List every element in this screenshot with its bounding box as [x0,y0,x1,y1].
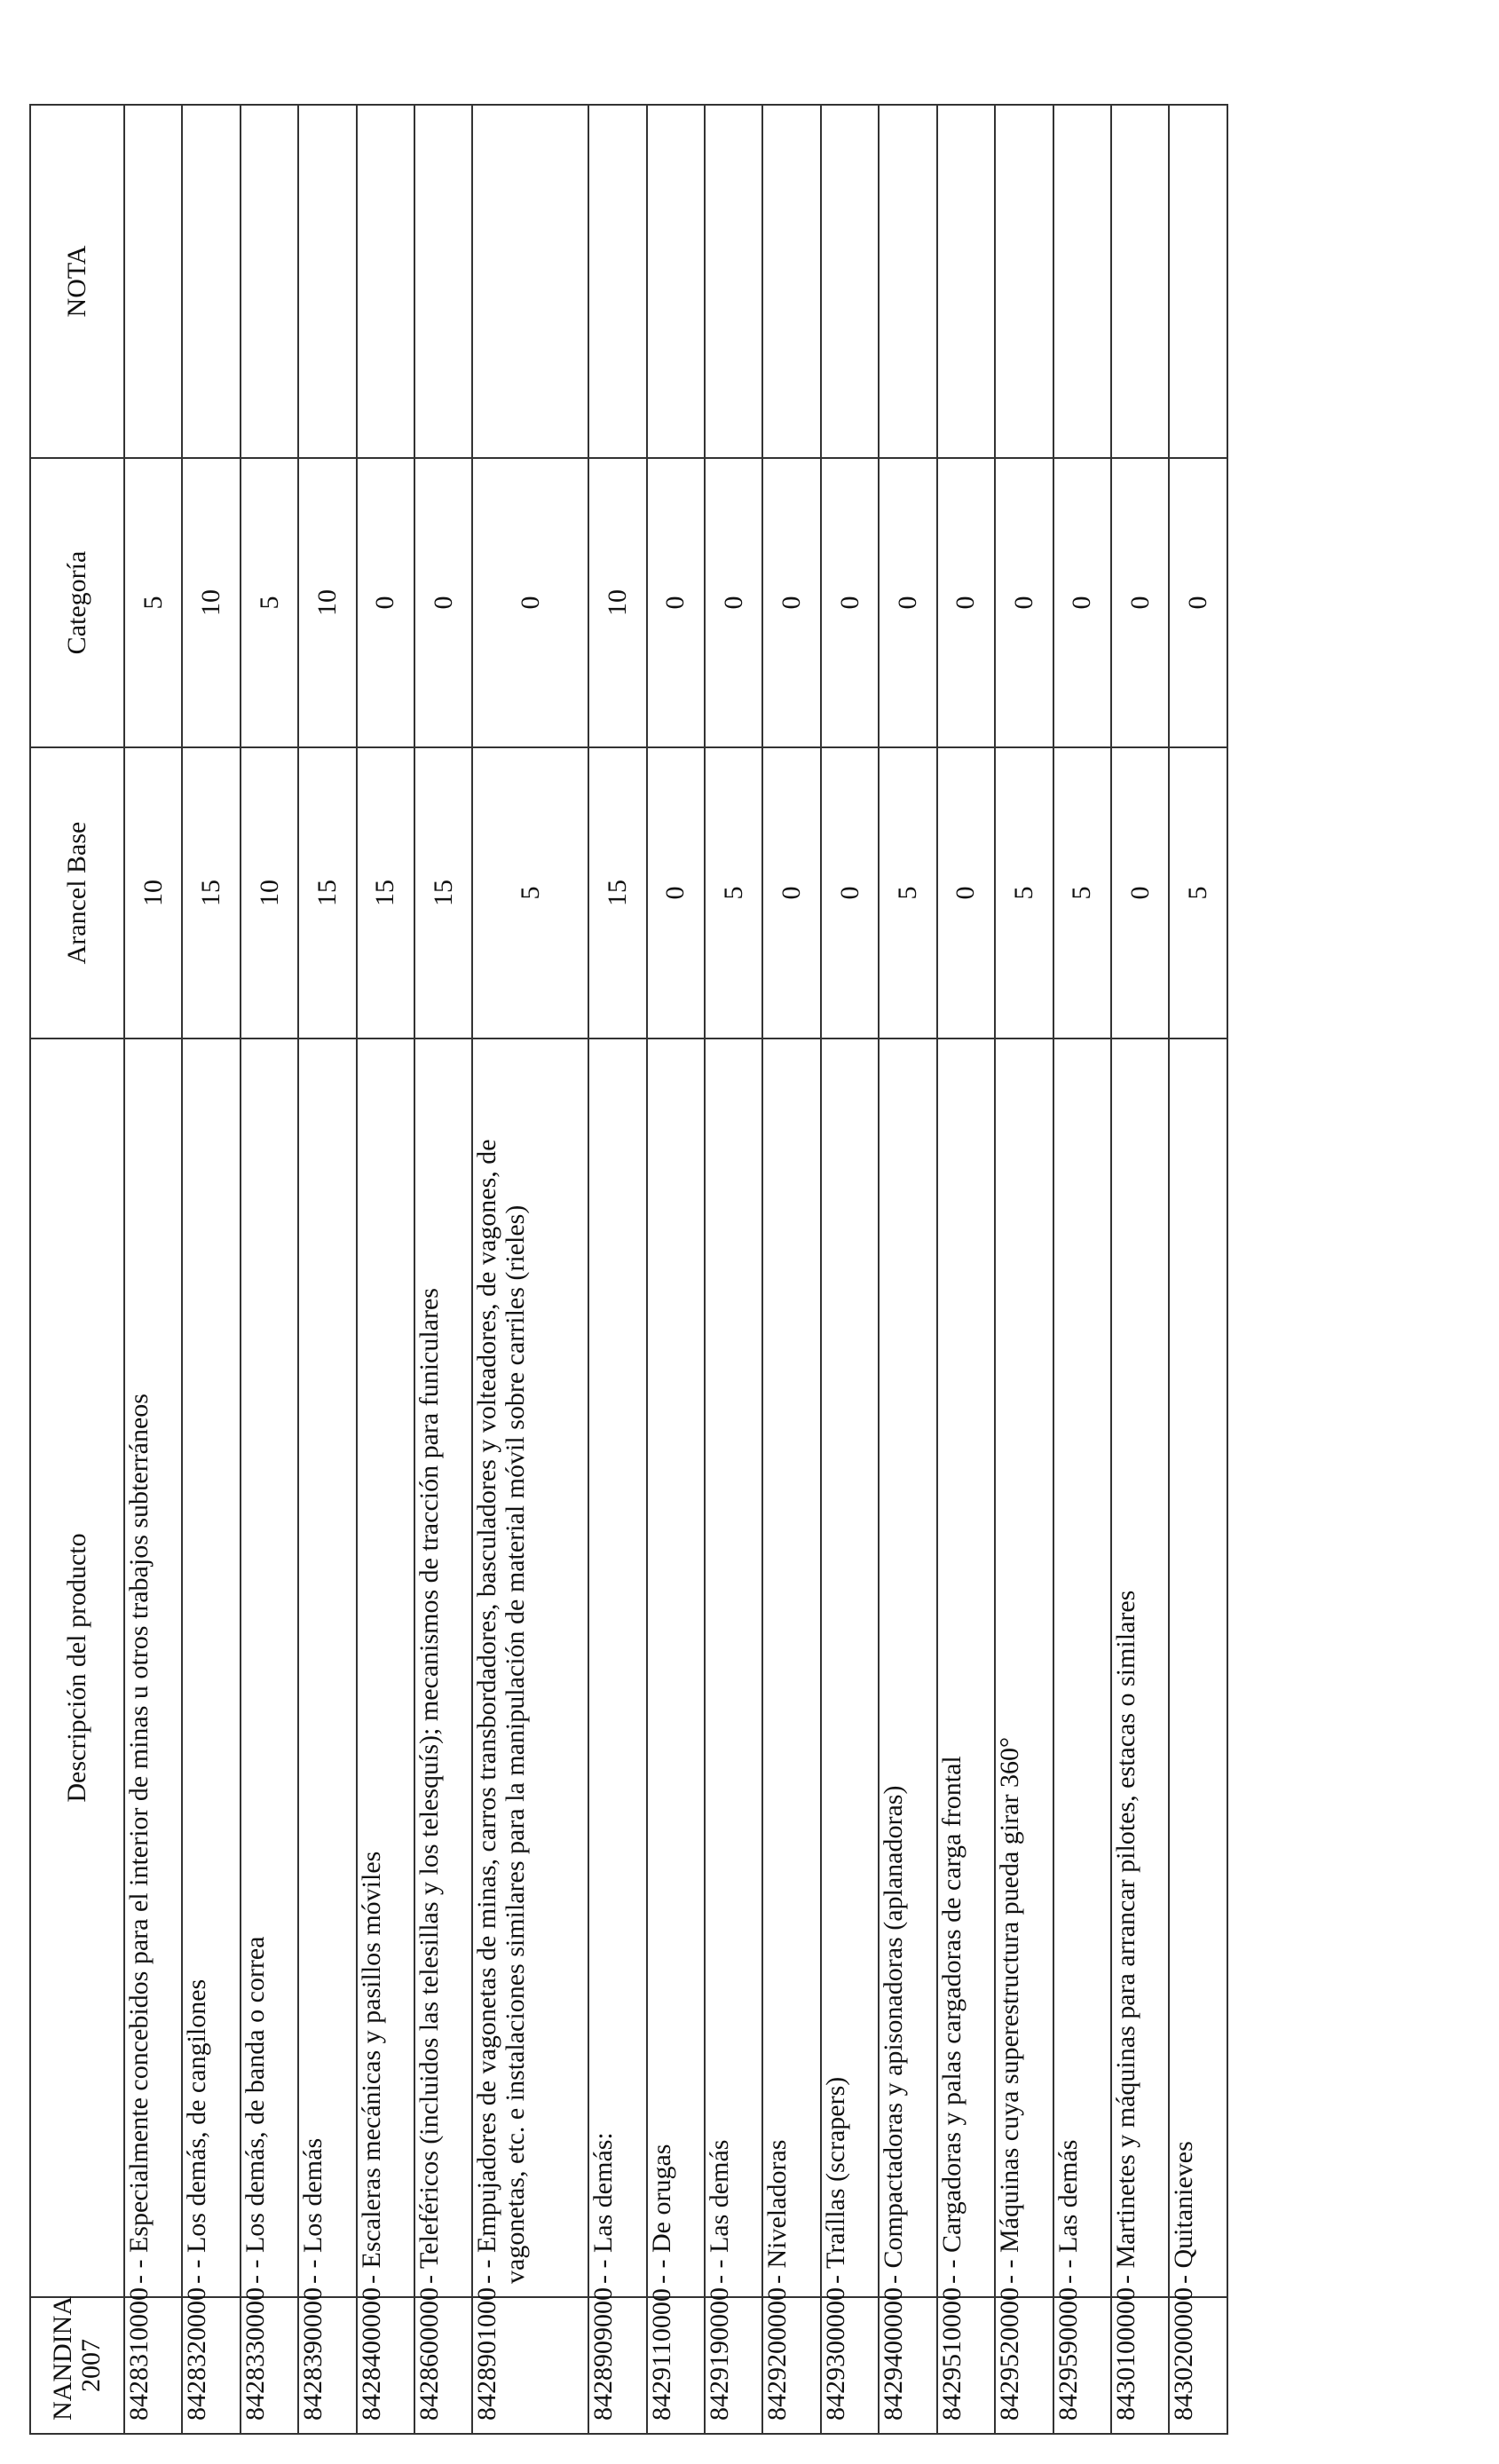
header-categoria: Categoría [30,458,124,747]
cell-arancel-base: 5 [995,747,1053,1039]
cell-nota [1111,105,1169,458]
cell-nandina-code: 8428330000 [241,2297,298,2434]
cell-description: - - Cargadoras y palas cargadoras de carga frontal [937,1039,995,2297]
table-row [357,105,414,2434]
table-row [1169,105,1227,2434]
cell-arancel-base: 15 [298,747,356,1039]
cell-arancel-base: 15 [182,747,240,1039]
cell-arancel-base: 10 [241,747,298,1039]
cell-arancel-base: 5 [1053,747,1111,1039]
cell-arancel-base: 0 [937,747,995,1039]
table-row [821,105,879,2434]
cell-arancel-base: 5 [705,747,762,1039]
cell-categoria: 10 [588,458,646,747]
cell-categoria: 0 [879,458,936,747]
table-row [1111,105,1169,2434]
cell-nandina-code: 8429590000 [1053,2297,1111,2434]
cell-description: - - Los demás, de banda o correa [241,1039,298,2297]
cell-arancel-base: 5 [1169,747,1227,1039]
cell-nota [647,105,705,458]
cell-nota [241,105,298,458]
cell-nandina-code: 8429400000 [879,2297,936,2434]
cell-description: - Traíllas (scrapers) [821,1039,879,2297]
table-row [182,105,240,2434]
table-row [995,105,1053,2434]
tariff-table [29,104,1228,2435]
cell-nandina-code: 8428390000 [298,2297,356,2434]
cell-nandina-code: 8429300000 [821,2297,879,2434]
table-row [1053,105,1111,2434]
cell-categoria: 5 [124,458,182,747]
header-nota: NOTA [30,105,124,458]
cell-description: - Niveladoras [762,1039,820,2297]
cell-nota [182,105,240,458]
table-row [647,105,705,2434]
header-nandina: NANDINA 2007 [30,2297,124,2434]
cell-categoria: 0 [647,458,705,747]
cell-arancel-base: 15 [588,747,646,1039]
cell-nota [762,105,820,458]
cell-nandina-code: 8430200000 [1169,2297,1227,2434]
cell-nandina-code: 8429110000 [647,2297,705,2434]
table-row [472,105,588,2434]
cell-nota [879,105,936,458]
cell-arancel-base: 5 [472,747,588,1039]
cell-categoria: 0 [995,458,1053,747]
cell-categoria: 0 [937,458,995,747]
cell-description: - - Las demás [705,1039,762,2297]
cell-categoria: 0 [1053,458,1111,747]
cell-description: - Quitanieves [1169,1039,1227,2297]
cell-nota [588,105,646,458]
cell-nandina-code: 8428600000 [414,2297,472,2434]
table-row [588,105,646,2434]
cell-description: - Teleféricos (incluidos las telesillas y los telesquís); mecanismos de tracción para funiculares [414,1039,472,2297]
cell-nota [705,105,762,458]
cell-categoria: 0 [357,458,414,747]
cell-nandina-code: 8429200000 [762,2297,820,2434]
cell-arancel-base: 15 [414,747,472,1039]
cell-arancel-base: 0 [821,747,879,1039]
header-description: Descripción del producto [30,1039,124,2297]
cell-categoria: 0 [1169,458,1227,747]
cell-nota [995,105,1053,458]
cell-description: - - Especialmente concebidos para el interior de minas u otros trabajos subterráneos [124,1039,182,2297]
cell-categoria: 0 [414,458,472,747]
cell-categoria: 0 [762,458,820,747]
cell-nandina-code: 8428310000 [124,2297,182,2434]
cell-categoria: 5 [241,458,298,747]
cell-nandina-code: 8428909000 [588,2297,646,2434]
cell-nota [124,105,182,458]
cell-nota [937,105,995,458]
cell-description: - Compactadoras y apisonadoras (aplanadoras) [879,1039,936,2297]
cell-nandina-code: 8430100000 [1111,2297,1169,2434]
cell-nandina-code: 8428400000 [357,2297,414,2434]
table-row [241,105,298,2434]
cell-categoria: 0 [1111,458,1169,747]
cell-description: - Martinetes y máquinas para arrancar pilotes, estacas o similares [1111,1039,1169,2297]
rotated-table-wrapper [29,107,1228,2435]
table-row [705,105,762,2434]
cell-nota [1169,105,1227,458]
cell-nota [472,105,588,458]
table-row [298,105,356,2434]
cell-description: - - De orugas [647,1039,705,2297]
table-row [879,105,936,2434]
cell-arancel-base: 0 [647,747,705,1039]
cell-nandina-code: 8428320000 [182,2297,240,2434]
cell-description: - - Las demás [1053,1039,1111,2297]
cell-nandina-code: 8429510000 [937,2297,995,2434]
table-row [762,105,820,2434]
cell-nota [298,105,356,458]
cell-nota [414,105,472,458]
cell-nota [821,105,879,458]
table-body [124,105,1227,2434]
cell-nandina-code: 8429190000 [705,2297,762,2434]
cell-categoria: 0 [472,458,588,747]
cell-arancel-base: 0 [762,747,820,1039]
cell-categoria: 0 [821,458,879,747]
cell-arancel-base: 0 [1111,747,1169,1039]
table-row [937,105,995,2434]
cell-nota [357,105,414,458]
cell-description: - Escaleras mecánicas y pasillos móviles [357,1039,414,2297]
cell-description: - - Las demás: [588,1039,646,2297]
cell-description: - - Empujadores de vagonetas de minas, carros transbordadores, basculadores y volteadores, de vagones, de vagonetas, etc. e instalaciones similares para la manipulación de material móvil sobre carriles (rieles) [472,1039,588,2297]
table-row [124,105,182,2434]
header-arancel-base: Arancel Base [30,747,124,1039]
table-header-row [30,105,124,2434]
cell-nandina-code: 8428901000 [472,2297,588,2434]
cell-description: - - Los demás, de cangilones [182,1039,240,2297]
cell-categoria: 10 [298,458,356,747]
cell-nota [1053,105,1111,458]
cell-categoria: 10 [182,458,240,747]
cell-arancel-base: 10 [124,747,182,1039]
table-row [414,105,472,2434]
cell-categoria: 0 [705,458,762,747]
cell-arancel-base: 15 [357,747,414,1039]
cell-arancel-base: 5 [879,747,936,1039]
cell-nandina-code: 8429520000 [995,2297,1053,2434]
cell-description: - - Máquinas cuya superestructura pueda girar 360° [995,1039,1053,2297]
cell-description: - - Los demás [298,1039,356,2297]
